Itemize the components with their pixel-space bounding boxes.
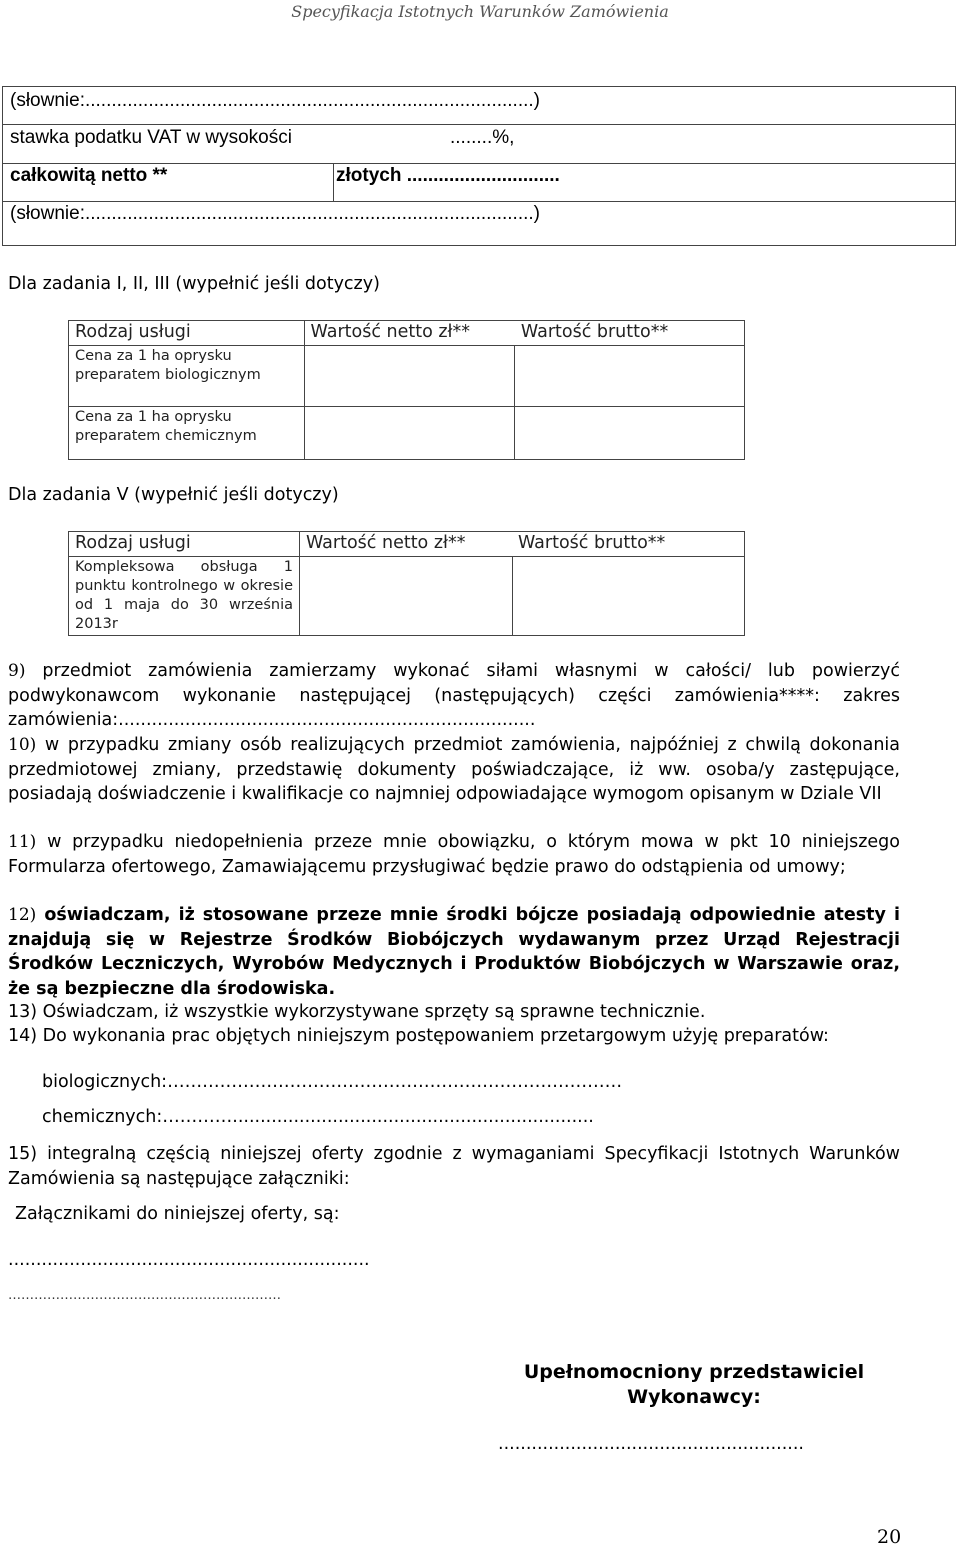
- header-service-type: Rodzaj usługi: [69, 321, 305, 346]
- signature-block: [514, 1360, 874, 1410]
- total-in-words-line: (słownie:.....................................................................................): [10, 203, 540, 224]
- paragraph-12: 12) oświadczam, iż stosowane przeze mnie środki bójcze posiadają odpowiednie atesty i znajdują się w Rejestrze Środków Biobójczych wydawanym przez Urząd Rejestracji Środków Leczniczych, Wyrobów Medycznych i Produktów Biobójczych w Warszawie oraz, że są bezpieczne dla środowiska.: [8, 905, 900, 999]
- biological-preparations-line: biologicznych:……………………………………………………………………: [42, 1072, 623, 1092]
- page-number: 20: [877, 1526, 902, 1548]
- row-checkpoint-service: Kompleksowa obsługa 1 punktu kontrolnego w okresie od 1 maja do 30 września 2013r: [69, 557, 300, 636]
- header-gross-value: Wartość brutto**: [515, 321, 745, 346]
- signature-title: Upełnomocniony przedstawiciel: [523, 1361, 865, 1383]
- header-service-type: Rodzaj usługi: [69, 532, 300, 557]
- service-table-task-5: [68, 531, 745, 636]
- page-header: Specyfikacja Istotnych Warunków Zamówienia: [291, 2, 669, 21]
- signature-contractor: Wykonawcy:: [627, 1386, 761, 1408]
- header-net-value: Wartość netto zł**: [300, 532, 513, 557]
- attachments-label: Załącznikami do niniejszej oferty, są:: [15, 1204, 340, 1224]
- section-heading-tasks-1-3: Dla zadania I, II, III (wypełnić jeśli dotyczy): [8, 274, 380, 294]
- price-summary-box: [2, 86, 956, 246]
- service-table-tasks-1-3: [68, 320, 745, 460]
- row-chemical: Cena za 1 ha oprysku preparatem chemicznym: [69, 407, 305, 460]
- section-heading-task-5: Dla zadania V (wypełnić jeśli dotyczy): [8, 485, 339, 505]
- attachment-line-1: .................................................................: [8, 1250, 370, 1270]
- vat-rate-line: stawka podatku VAT w wysokości ........%,: [10, 127, 515, 148]
- net-total-value: złotych .............................: [336, 165, 560, 186]
- paragraph-15: 15) integralną częścią niniejszej oferty zgodnie z wymaganiami Specyfikacji Istotnych Warunków Zamówienia są następujące załączniki:: [8, 1144, 900, 1189]
- amount-in-words-line: (słownie:.....................................................................................): [10, 90, 540, 111]
- chemical-preparations-line: chemicznych:………….................................................................: [42, 1107, 594, 1127]
- paragraph-13: 13) Oświadczam, iż wszystkie wykorzystywane sprzęty są sprawne technicznie.: [8, 1002, 706, 1022]
- net-total-line: całkowitą netto **: [10, 165, 168, 186]
- paragraph-10: 10) w przypadku zmiany osób realizujących przedmiot zamówienia, najpóźniej z chwilą dokonania przedmiotowej zmiany, przedstawię dokumenty poświadczające, iż ww. osoba/y zastępujące, posiadają doświadczenie i kwalifikacje co najmniej odpowiadające wymogom opisanym w Dziale VII: [8, 735, 900, 804]
- paragraph-14: 14) Do wykonania prac objętych niniejszym postępowaniem przetargowym użyję preparatów:: [8, 1026, 829, 1046]
- header-net-value: Wartość netto zł**: [304, 321, 515, 346]
- paragraph-9: 9) przedmiot zamówienia zamierzamy wykonać siłami własnymi w całości/ lub powierzyć podwykonawcom wykonanie następującej (następujących) części zamówienia****: zakres zamówienia:...........................................................................: [8, 661, 900, 730]
- signature-dots: .......................................................: [498, 1434, 804, 1454]
- paragraph-11: 11) w przypadku niedopełnienia przeze mnie obowiązku, o którym mowa w pkt 10 niniejszego Formularza ofertowego, Zamawiającemu przysługiwać będzie prawo do odstąpienia od umowy;: [8, 832, 900, 877]
- row-biological: Cena za 1 ha oprysku preparatem biologicznym: [69, 346, 305, 407]
- attachment-line-2: ………………………………………………………: [8, 1288, 281, 1303]
- header-gross-value: Wartość brutto**: [512, 532, 745, 557]
